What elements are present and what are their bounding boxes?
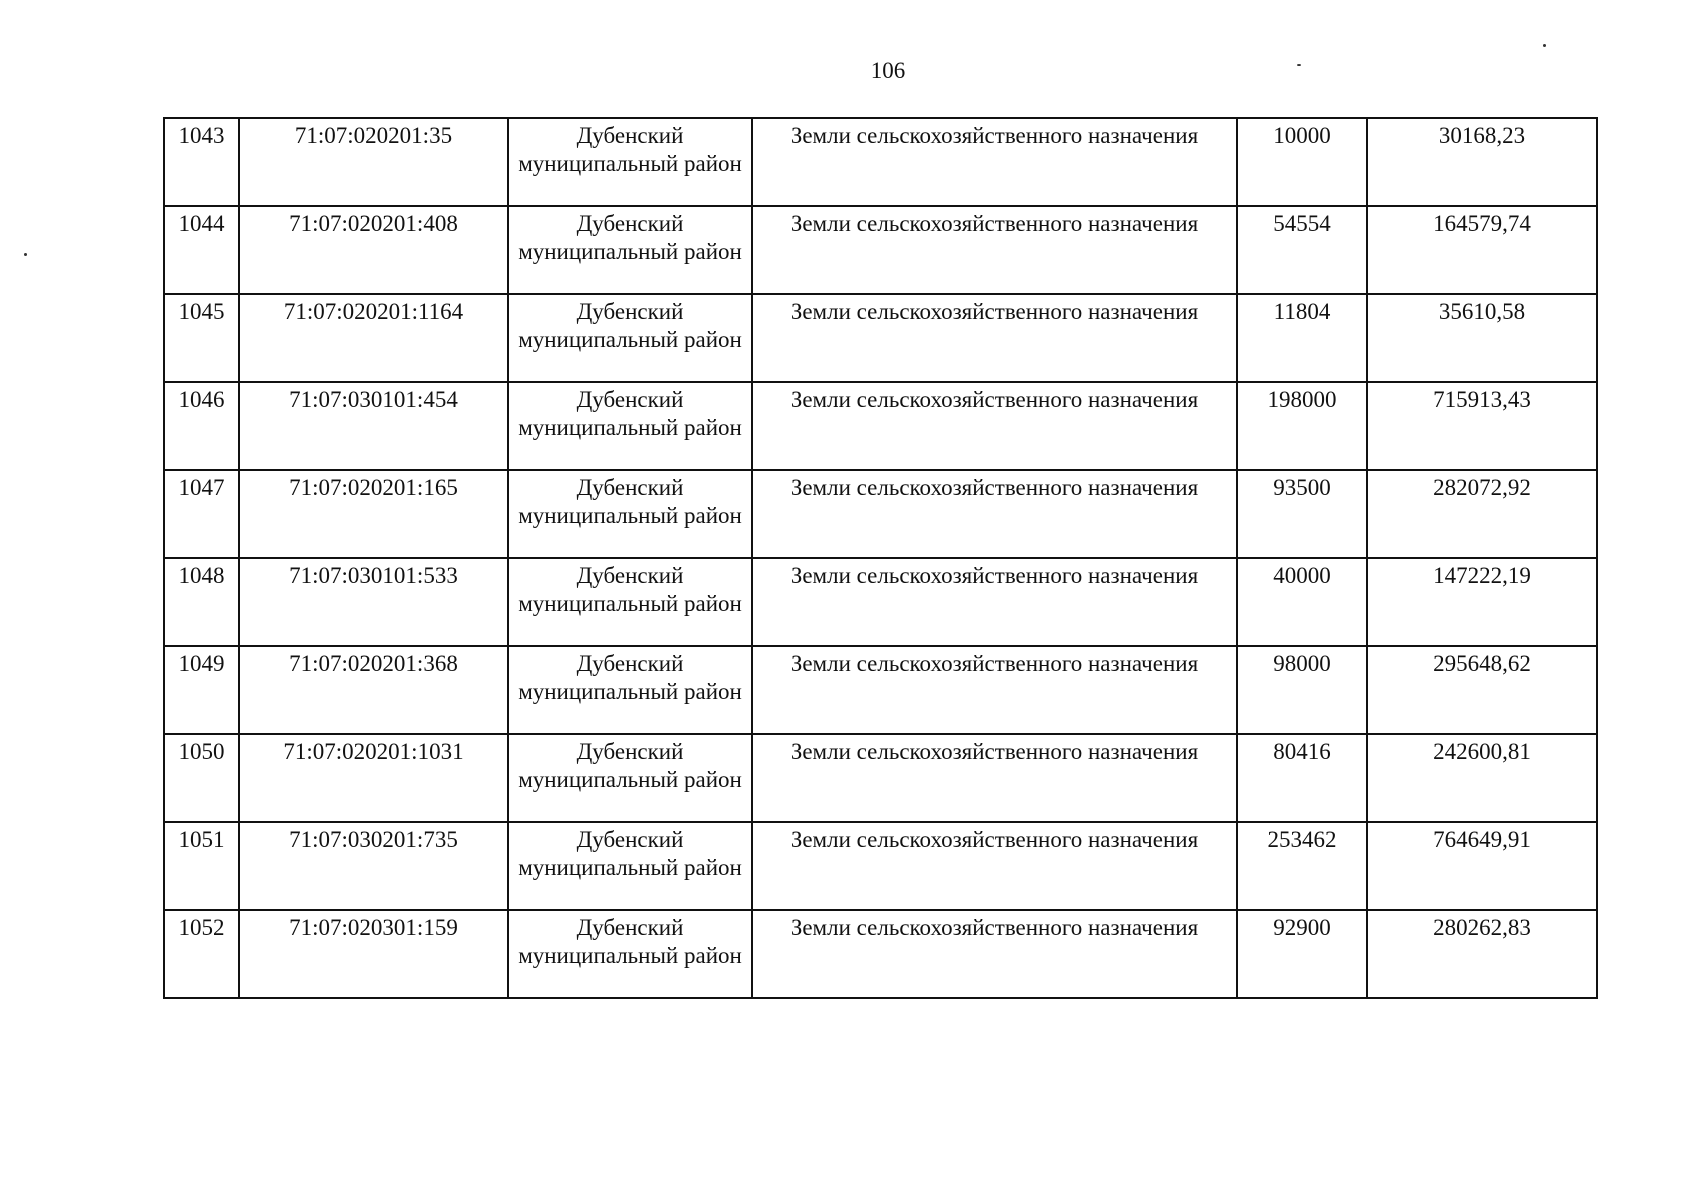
row-number: 1044	[164, 206, 239, 294]
area: 80416	[1237, 734, 1367, 822]
cadastral-value: 35610,58	[1367, 294, 1597, 382]
row-number: 1051	[164, 822, 239, 910]
row-number: 1047	[164, 470, 239, 558]
district: Дубенский муниципальный район	[508, 382, 752, 470]
cadastral-value: 295648,62	[1367, 646, 1597, 734]
cadastral-value: 147222,19	[1367, 558, 1597, 646]
page-number: 106	[870, 58, 906, 83]
cadastral-number: 71:07:020301:159	[239, 910, 508, 998]
cadastral-number: 71:07:030201:735	[239, 822, 508, 910]
district: Дубенский муниципальный район	[508, 558, 752, 646]
cadastral-value: 242600,81	[1367, 734, 1597, 822]
row-number: 1050	[164, 734, 239, 822]
row-number: 1048	[164, 558, 239, 646]
table-row	[164, 646, 1597, 734]
land-category: Земли сельскохозяйственного назначения	[752, 734, 1237, 822]
district: Дубенский муниципальный район	[508, 118, 752, 206]
cadastral-value: 282072,92	[1367, 470, 1597, 558]
cadastral-number: 71:07:020201:408	[239, 206, 508, 294]
area: 253462	[1237, 822, 1367, 910]
district: Дубенский муниципальный район	[508, 646, 752, 734]
area: 54554	[1237, 206, 1367, 294]
land-category: Земли сельскохозяйственного назначения	[752, 206, 1237, 294]
land-category: Земли сельскохозяйственного назначения	[752, 910, 1237, 998]
table-row	[164, 294, 1597, 382]
table-row	[164, 822, 1597, 910]
table-row	[164, 470, 1597, 558]
scan-speck	[24, 253, 27, 256]
row-number: 1045	[164, 294, 239, 382]
cadastral-number: 71:07:020201:368	[239, 646, 508, 734]
district: Дубенский муниципальный район	[508, 734, 752, 822]
cadastral-number: 71:07:030101:533	[239, 558, 508, 646]
cadastral-number: 71:07:020201:35	[239, 118, 508, 206]
area: 40000	[1237, 558, 1367, 646]
district: Дубенский муниципальный район	[508, 294, 752, 382]
area: 10000	[1237, 118, 1367, 206]
land-category: Земли сельскохозяйственного назначения	[752, 118, 1237, 206]
row-number: 1052	[164, 910, 239, 998]
cadastral-value: 715913,43	[1367, 382, 1597, 470]
row-number: 1049	[164, 646, 239, 734]
land-category: Земли сельскохозяйственного назначения	[752, 294, 1237, 382]
district: Дубенский муниципальный район	[508, 470, 752, 558]
district: Дубенский муниципальный район	[508, 910, 752, 998]
table-row	[164, 118, 1597, 206]
district: Дубенский муниципальный район	[508, 206, 752, 294]
area: 98000	[1237, 646, 1367, 734]
cadastral-value: 30168,23	[1367, 118, 1597, 206]
land-registry-table	[163, 117, 1598, 999]
table-row	[164, 910, 1597, 998]
cadastral-value: 764649,91	[1367, 822, 1597, 910]
cadastral-number: 71:07:020201:1031	[239, 734, 508, 822]
cadastral-value: 280262,83	[1367, 910, 1597, 998]
area: 93500	[1237, 470, 1367, 558]
district: Дубенский муниципальный район	[508, 822, 752, 910]
table-row	[164, 206, 1597, 294]
cadastral-number: 71:07:020201:1164	[239, 294, 508, 382]
area: 198000	[1237, 382, 1367, 470]
land-category: Земли сельскохозяйственного назначения	[752, 822, 1237, 910]
table-row	[164, 558, 1597, 646]
land-category: Земли сельскохозяйственного назначения	[752, 382, 1237, 470]
row-number: 1043	[164, 118, 239, 206]
land-category: Земли сельскохозяйственного назначения	[752, 646, 1237, 734]
table-row	[164, 382, 1597, 470]
land-category: Земли сельскохозяйственного назначения	[752, 470, 1237, 558]
scan-speck	[1543, 44, 1546, 47]
area: 92900	[1237, 910, 1367, 998]
scan-speck	[1297, 64, 1301, 66]
row-number: 1046	[164, 382, 239, 470]
land-category: Земли сельскохозяйственного назначения	[752, 558, 1237, 646]
cadastral-number: 71:07:030101:454	[239, 382, 508, 470]
table-row	[164, 734, 1597, 822]
cadastral-number: 71:07:020201:165	[239, 470, 508, 558]
cadastral-value: 164579,74	[1367, 206, 1597, 294]
area: 11804	[1237, 294, 1367, 382]
